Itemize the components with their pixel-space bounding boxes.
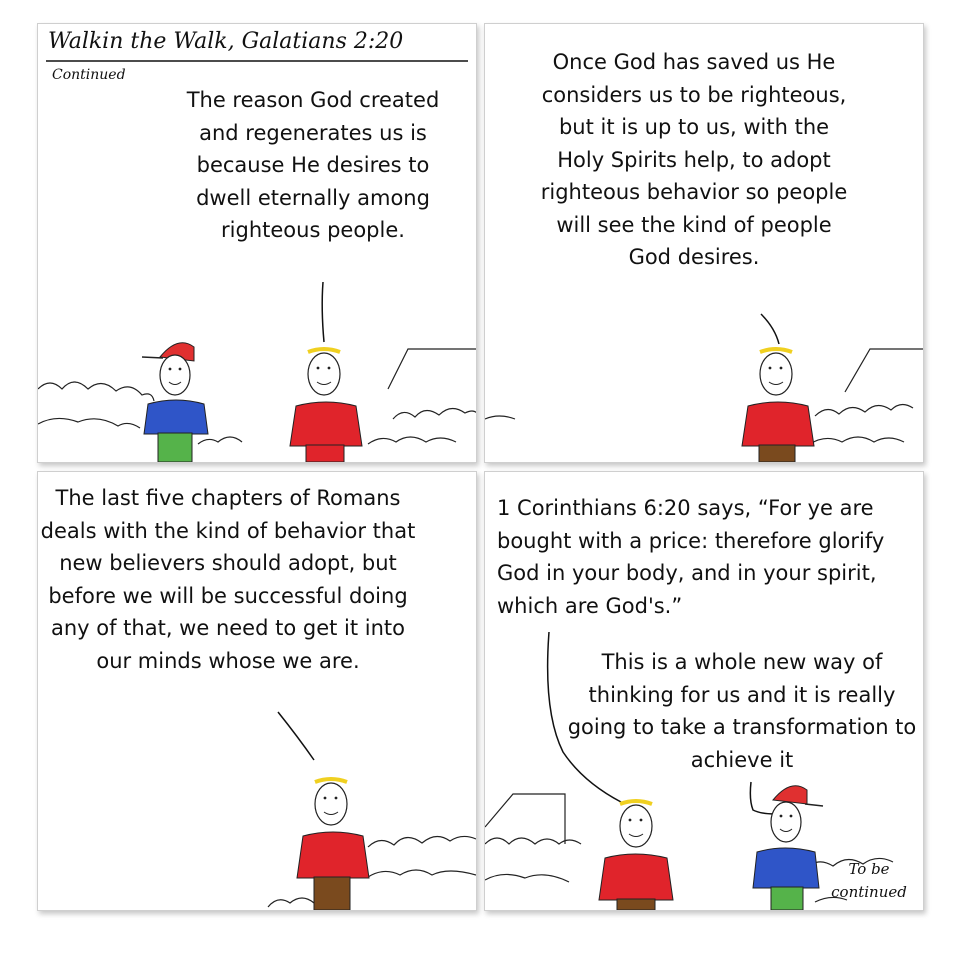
to-be-continued-note: To be continued <box>831 860 907 901</box>
comic-panel-2 <box>484 23 924 463</box>
speech-bubble-text-bottom: This is a whole new way of thinking for us and it is really going to take a transformation to achieve it <box>567 650 917 772</box>
speech-bubble-text: The reason God created and regenerates us is because He desires to dwell eternally among righteous people. <box>186 88 440 242</box>
speech-bubble-text-top: 1 Corinthians 6:20 says, “For ye are bought with a price: therefore glorify God in your body, and in your spirit, which are God's.” <box>497 496 885 618</box>
yellow-hair-guy-figure <box>290 349 362 462</box>
comic-title: Walkin the Walk, Galatians 2:20 <box>48 29 404 54</box>
yellow-hair-guy-figure <box>742 349 814 462</box>
speech-bubble-text: Once God has saved us He considers us to be righteous, but it is up to us, with the Holy Spirits help, to adopt righteous behavior so people will see the kind of people God desires. <box>540 50 848 269</box>
comic-subtitle: Continued <box>52 67 126 83</box>
yellow-hair-guy-figure <box>599 801 673 910</box>
comic-panel-4 <box>484 471 924 911</box>
yellow-hair-guy-figure <box>297 779 369 910</box>
cap-guy-figure <box>753 786 823 910</box>
comic-panel-1 <box>37 23 477 463</box>
speech-bubble-text: The last five chapters of Romans deals with the kind of behavior that new believers should adopt, but before we will be successful doing any of that, we need to get it into our minds whose we are. <box>40 486 416 673</box>
comic-panel-3 <box>37 471 477 911</box>
